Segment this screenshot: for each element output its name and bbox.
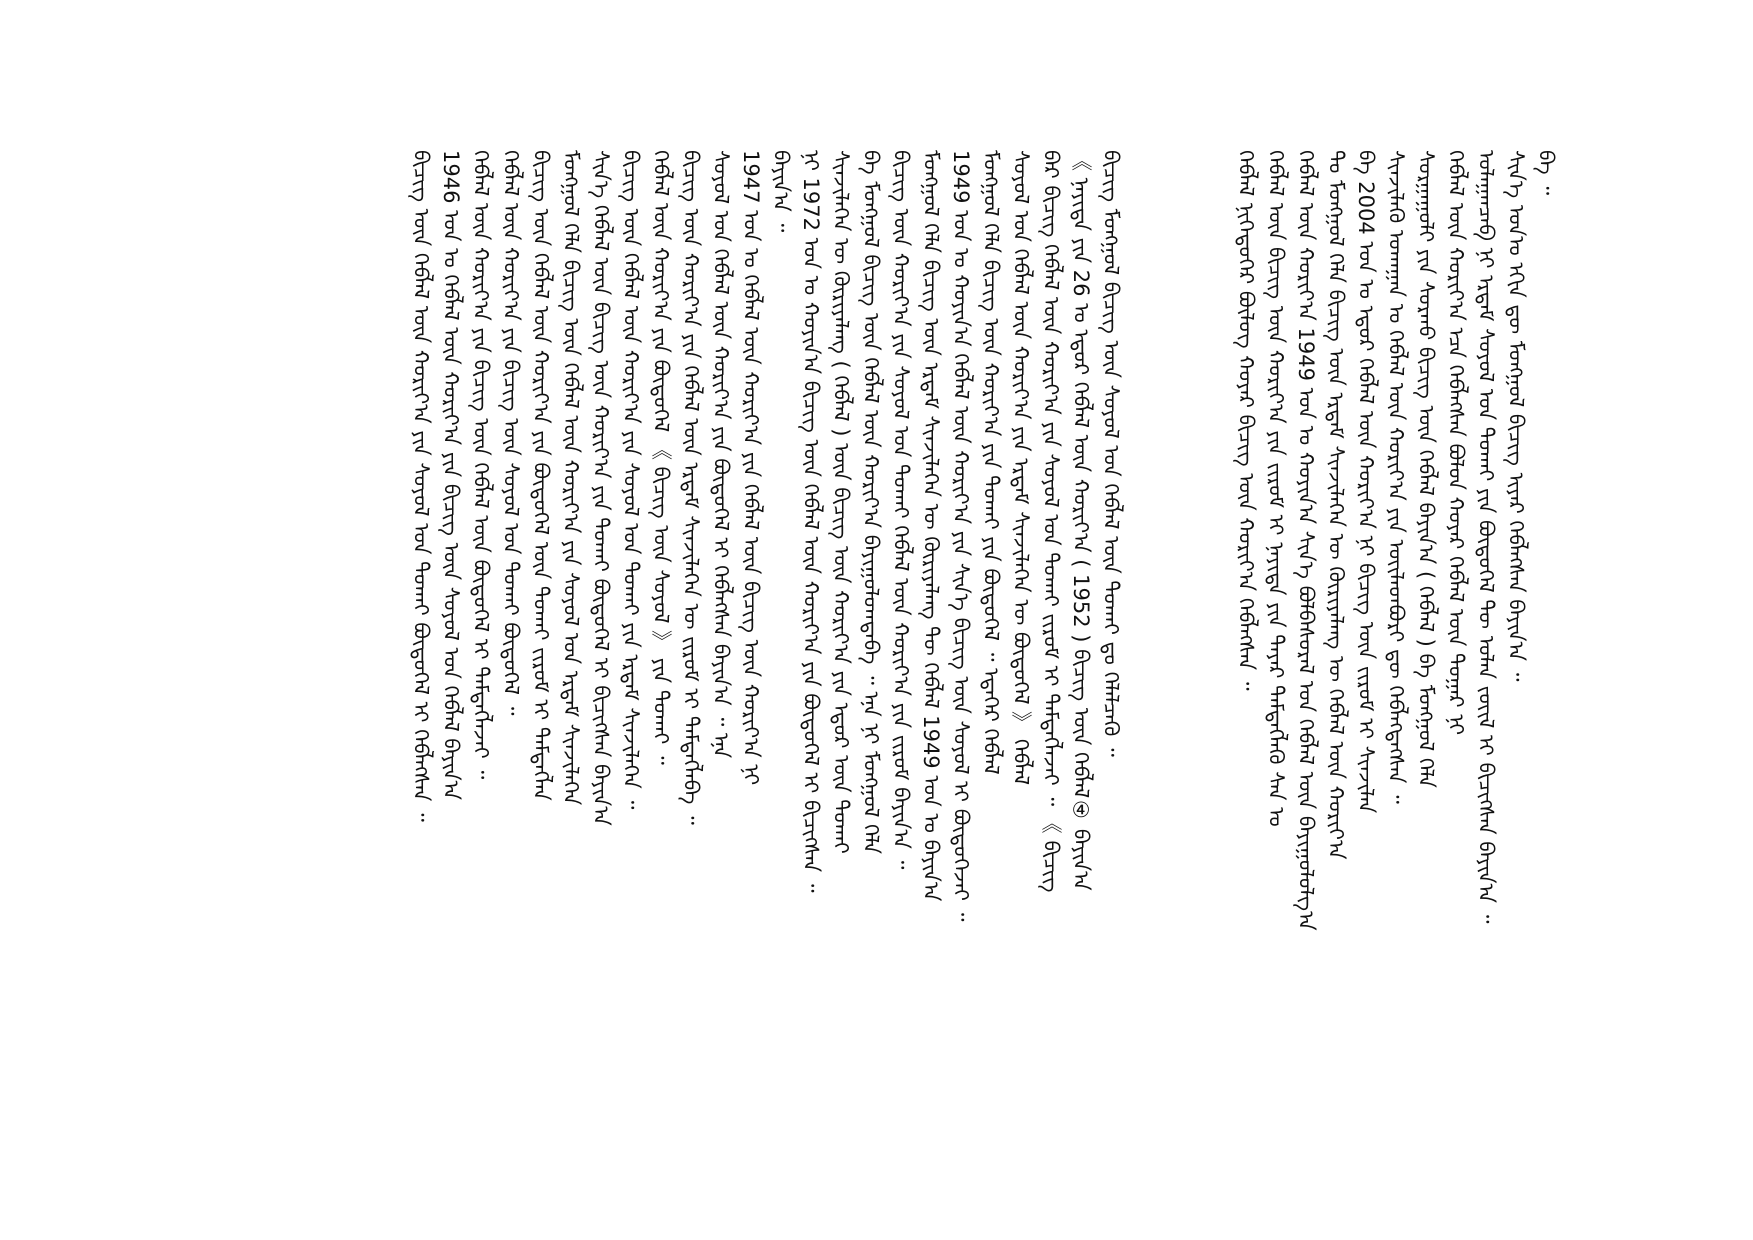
text-column: ᠬᠡᠪᠯᠡᠯ ᠦᠨ ᠬᠣᠷᠢᠶ᠎ᠠ 1949 ᠣᠨ ᠤ ᠬᠣᠶᠢᠨ᠎ᠠ ᠰᠢᠨ᠎ᠡ ᠪᠣᠯᠪᠠᠰᠤᠷᠠᠯ ᠤᠨ ᠬᠡᠪᠯᠡᠯ ᠦᠨ ᠪᠠᠶᠢᠭᠤᠯᠤᠯᠭ᠎ᠠ — [1294, 150, 1318, 931]
text-column: ᠬᠡᠪᠯᠡᠯ ᠦᠨ ᠬᠣᠷᠢᠶ᠎ᠠ ᠶᠢᠨ ᠪᠦᠲᠦᠭᠡᠯ 《 ᠪᠢᠴᠢᠭ ᠦᠨ ᠰᠣᠶᠣᠯ 》 ᠶᠢᠨ ᠲᠤᠬᠠᠢ ᠃ — [649, 150, 673, 765]
text-column: ᠬᠡᠪᠯᠡᠯ ᠦᠨ ᠬᠣᠷᠢᠶ᠎ᠠ ᠡᠴᠡ ᠬᠡᠪᠯᠡᠭᠰᠡᠨ ᠪᠣᠯᠤᠨ ᠬᠣᠶᠠᠷ ᠬᠡᠪᠯᠡᠯ ᠦᠨ ᠳᠤᠭᠠᠷ ᠨᠢ — [1444, 150, 1468, 736]
text-column: ᠪᠢᠴᠢᠭ ᠮᠣᠩᠭᠤᠯ ᠪᠢᠴᠢᠭ ᠦᠨ ᠰᠣᠶᠣᠯ ᠤᠨ ᠬᠡᠪᠯᠡᠯ ᠦᠨ ᠲᠤᠬᠠᠢ ᠳᠤ ᠬᠡᠯᠡᠯᠴᠡᠬᠦ ᠃ — [1099, 150, 1123, 757]
text-column: ᠬᠡᠪᠯᠡᠯ ᠨᠢᠭᠡᠳᠦᠭᠡᠷ ᠪᠦᠯᠦᠭ ᠬᠣᠶᠠᠷ ᠪᠢᠴᠢᠭ ᠦᠨ ᠬᠣᠷᠢᠶ᠎ᠠ ᠬᠡᠪᠯᠡᠭᠰᠡᠨ ᠃ — [1234, 150, 1258, 691]
text-column: ᠮᠣᠩᠭᠤᠯ ᠬᠡᠯᠡ ᠪᠢᠴᠢᠭ ᠦᠨ ᠬᠡᠪᠯᠡᠯ ᠦᠨ ᠬᠣᠷᠢᠶ᠎ᠠ ᠶᠢᠨ ᠰᠣᠶᠣᠯ ᠤᠨ ᠡᠷᠳᠡᠮ ᠰᠢᠨᠵᠢᠯᠡᠭᠡᠨ — [559, 150, 583, 806]
text-column: ᠰᠢᠨ᠎ᠡ ᠣᠨ᠎ᠤ ᠡᠬᠢᠨ ᠳᠦ ᠮᠣᠩᠭᠤᠯ ᠪᠢᠴᠢᠭ ᠢᠶᠡᠷ ᠬᠡᠪᠯᠡᠭᠰᠡᠨ ᠪᠠᠶᠢᠨ᠎ᠠ ᠃ — [1504, 150, 1528, 682]
text-column: ᠪᠡᠷ ᠪᠢᠴᠢᠭ ᠬᠡᠪᠯᠡᠯ ᠦᠨ ᠬᠣᠷᠢᠶ᠎ᠠ ᠶᠢᠨ ᠰᠣᠶᠣᠯ ᠤᠨ ᠲᠤᠬᠠᠢ ᠵᠢᠷᠤᠮ ᠢ ᠲᠡᠮᠳᠡᠭᠯᠡᠵᠡᠢ ᠃ 《 ᠪᠢᠴᠢᠭ — [1039, 150, 1063, 893]
text-column: ᠬᠡᠪᠯᠡᠯ ᠦᠨ ᠪᠢᠴᠢᠭ ᠦᠨ ᠬᠣᠷᠢᠶ᠎ᠠ ᠶᠢᠨ ᠵᠢᠷᠤᠮ ᠢ ᠨᠡᠶᠢᠲᠡ ᠶᠢᠨ ᠳᠠᠶᠠᠷ ᠲᠡᠮᠳᠡᠭᠯᠡᠬᠦ ᠰᠠᠨ ᠤ — [1264, 150, 1288, 827]
text-column: 1949 ᠣᠨ ᠤ ᠬᠣᠶᠢᠨ᠎ᠠ ᠬᠡᠪᠯᠡᠯ ᠦᠨ ᠬᠣᠷᠢᠶ᠎ᠠ ᠶᠢᠨ ᠰᠢᠨ᠎ᠡ ᠪᠢᠴᠢᠭ ᠦᠨ ᠰᠣᠶᠣᠯ ᠢ ᠪᠦᠲᠦᠭᠡᠵᠡᠢ ᠃ — [949, 150, 973, 922]
text-column: ᠮᠣᠩᠭᠤᠯ ᠬᠡᠯᠡ ᠪᠢᠴᠢᠭ ᠦᠨ ᠬᠣᠷᠢᠶ᠎ᠠ ᠶᠢᠨ ᠲᠤᠬᠠᠢ ᠶᠢᠨ ᠪᠦᠲᠦᠭᠡᠯ ᠃ ᠡᠳᠡᠭᠡᠷ ᠬᠡᠪᠯᠡᠯ — [979, 150, 1003, 775]
text-column: ᠪᠢᠴᠢᠭ ᠦᠨ ᠬᠡᠪᠯᠡᠯ ᠦᠨ ᠬᠣᠷᠢᠶ᠎ᠠ ᠶᠢᠨ ᠰᠣᠶᠣᠯ ᠤᠨ ᠲᠤᠬᠠᠢ ᠪᠦᠲᠦᠭᠡᠯ ᠢ ᠬᠡᠪᠯᠡᠭᠰᠡᠨ ᠃ — [409, 150, 433, 822]
text-column: ᠰᠣᠶᠣᠯ ᠤᠨ ᠬᠡᠪᠯᠡᠯ ᠦᠨ ᠬᠣᠷᠢᠶ᠎ᠠ ᠶᠢᠨ ᠪᠦᠲᠦᠭᠡᠯ ᠢ ᠬᠡᠪᠯᠡᠭᠰᠡᠨ ᠪᠠᠶᠢᠨ᠎ᠠ ᠃ ᠡᠨᠡ — [709, 150, 733, 759]
text-column: ᠰᠤᠷᠭᠠᠭᠤᠯᠢ ᠶᠢᠨ ᠰᠤᠷᠬᠤ ᠪᠢᠴᠢᠭ ᠦᠨ ᠬᠡᠪᠯᠡᠯ ᠪᠠᠶᠢᠨ᠎ᠠ ( ᠬᠡᠪᠯᠡᠯ ) ᠪᠠ ᠮᠣᠩᠭᠤᠯ ᠬᠡᠯᠡ — [1414, 150, 1438, 788]
text-column: ᠰᠢᠨᠵᠢᠯᠡᠬᠦ ᠤᠬᠠᠭᠠᠨ ᠤ ᠬᠡᠪᠯᠡᠯ ᠦᠨ ᠬᠣᠷᠢᠶ᠎ᠠ ᠶᠢᠨ ᠦᠢᠯᠡᠳᠪᠦᠷᠢ ᠳᠦ ᠬᠡᠪᠯᠡᠭᠳᠡᠭᠰᠡᠨ ᠃ — [1384, 150, 1408, 804]
text-column: ᠬᠡᠪᠯᠡᠯ ᠦᠨ ᠬᠣᠷᠢᠶ᠎ᠠ ᠶᠢᠨ ᠪᠢᠴᠢᠭ ᠦᠨ ᠰᠣᠶᠣᠯ ᠤᠨ ᠲᠤᠬᠠᠢ ᠪᠦᠲᠦᠭᠡᠯ ᠃ — [499, 150, 523, 716]
text-column: ᠪᠢᠴᠢᠭ ᠦᠨ ᠬᠡᠪᠯᠡᠯ ᠦᠨ ᠬᠣᠷᠢᠶ᠎ᠠ ᠶᠢᠨ ᠪᠦᠲᠦᠭᠡᠯ ᠦᠨ ᠲᠤᠬᠠᠢ ᠵᠢᠷᠤᠮ ᠢ ᠲᠡᠮᠳᠡᠭᠯᠡᠨ — [529, 150, 553, 801]
text-column: ᠪᠠ 2004 ᠣᠨ ᠤ ᠡᠳᠦᠷ ᠬᠡᠪᠯᠡᠯ ᠦᠨ ᠬᠣᠷᠢᠶ᠎ᠠ ᠨᠢ ᠪᠢᠴᠢᠭ ᠦᠨ ᠵᠢᠷᠤᠮ ᠢ ᠰᠢᠨᠵᠢᠯᠡᠨ — [1354, 150, 1378, 814]
text-column: ᠮᠣᠩᠭᠤᠯ ᠬᠡᠯᠡ ᠪᠢᠴᠢᠭ ᠦᠨ ᠡᠷᠳᠡᠮ ᠰᠢᠨᠵᠢᠯᠡᠭᠡᠨ ᠦ ᠬᠦᠷᠢᠶᠡᠯᠡᠩ ᠲᠦ ᠬᠡᠪᠯᠡᠯ 1949 ᠣᠨ ᠤ ᠪᠠᠶᠢᠨ᠎ᠠ — [919, 150, 943, 902]
text-column: ᠤᠯᠠᠭᠠᠨᠴᠠᠪ ᠨᠢ ᠡᠷᠳᠡᠮ ᠰᠣᠶᠣᠯ ᠤᠨ ᠲᠤᠬᠠᠢ ᠶᠢᠨ ᠪᠦᠲᠦᠭᠡᠯ ᠲᠦ ᠣᠯᠠᠨ ᠵᠦᠢᠯ ᠢ ᠪᠢᠴᠢᠭᠰᠡᠨ ᠪᠠᠶᠢᠨ᠎ᠠ ᠃ — [1474, 150, 1498, 924]
text-column: ᠨᠢ 1972 ᠣᠨ ᠤ ᠬᠣᠶᠢᠨ᠎ᠠ ᠪᠢᠴᠢᠭ ᠦᠨ ᠬᠡᠪᠯᠡᠯ ᠦᠨ ᠬᠣᠷᠢᠶ᠎ᠠ ᠶᠢᠨ ᠪᠦᠲᠦᠭᠡᠯ ᠢ ᠪᠢᠴᠢᠭᠰᠡᠨ ᠃ — [799, 150, 823, 893]
text-column: ᠪᠠᠶᠢᠨ᠎ᠠ ᠃ — [769, 150, 793, 233]
text-column: ᠪᠢᠴᠢᠭ ᠦᠨ ᠬᠡᠪᠯᠡᠯ ᠦᠨ ᠬᠣᠷᠢᠶ᠎ᠠ ᠶᠢᠨ ᠰᠣᠶᠣᠯ ᠤᠨ ᠲᠤᠬᠠᠢ ᠶᠢᠨ ᠡᠷᠳᠡᠮ ᠰᠢᠨᠵᠢᠯᠡᠭᠡᠨ ᠃ — [619, 150, 643, 810]
text-column: ᠰᠣᠶᠣᠯ ᠤᠨ ᠬᠡᠪᠯᠡᠯ ᠦᠨ ᠬᠣᠷᠢᠶ᠎ᠠ ᠶᠢᠨ ᠡᠷᠳᠡᠮ ᠰᠢᠨᠵᠢᠯᠡᠭᠡᠨ ᠦ ᠪᠦᠲᠦᠭᠡᠯ 》 ᠬᠡᠪᠯᠡᠯ — [1009, 150, 1033, 786]
text-column: ᠰᠢᠨ᠎ᠡ ᠬᠡᠪᠯᠡᠯ ᠦᠨ ᠪᠢᠴᠢᠭ ᠦᠨ ᠬᠣᠷᠢᠶ᠎ᠠ ᠶᠢᠨ ᠲᠤᠬᠠᠢ ᠪᠦᠲᠦᠭᠡᠯ ᠢ ᠪᠢᠴᠢᠭᠰᠡᠨ ᠪᠠᠶᠢᠨ᠎ᠠ — [589, 150, 613, 826]
text-column: ᠪᠢᠴᠢᠭ ᠦᠨ ᠬᠣᠷᠢᠶ᠎ᠠ ᠶᠢᠨ ᠰᠣᠶᠣᠯ ᠤᠨ ᠲᠤᠬᠠᠢ ᠬᠡᠪᠯᠡᠯ ᠦᠨ ᠬᠣᠷᠢᠶ᠎ᠠ ᠶᠢᠨ ᠵᠢᠷᠤᠮ ᠪᠠᠶᠢᠨ᠎ᠠ ᠃ — [889, 150, 913, 870]
text-column: ᠪᠡ ᠃ — [1534, 150, 1558, 196]
text-column: ᠬᠡᠪᠯᠡᠯ ᠦᠨ ᠬᠣᠷᠢᠶ᠎ᠠ ᠶᠢᠨ ᠪᠢᠴᠢᠭ ᠦᠨ ᠬᠡᠪᠯᠡᠯ ᠦᠨ ᠪᠦᠲᠦᠭᠡᠯ ᠢ ᠲᠡᠮᠳᠡᠭᠯᠡᠵᠡᠢ ᠃ — [469, 150, 493, 780]
text-column: 《 ᠨᠡᠶᠢᠲᠡ ᠶᠢᠨ 26 ᠤ ᠡᠳᠦᠷ ᠬᠡᠪᠯᠡᠯ ᠦᠨ ᠬᠣᠷᠢᠶ᠎ᠠ ( 1952 ) ᠪᠢᠴᠢᠭ ᠦᠨ ᠬᠡᠪᠯᠡᠯ④ ᠪᠠᠶᠢᠨ᠎ᠠ — [1069, 150, 1093, 891]
text-column: ᠰᠢᠨᠵᠢᠯᠡᠭᠡᠨ ᠦ ᠬᠦᠷᠢᠶᠡᠯᠡᠩ ( ᠬᠡᠪᠯᠡᠯ ) ᠦᠨ ᠪᠢᠴᠢᠭ ᠦᠨ ᠬᠣᠷᠢᠶ᠎ᠠ ᠶᠢᠨ ᠡᠳᠦᠷ ᠦᠨ ᠲᠤᠬᠠᠢ — [829, 150, 853, 854]
text-column: ᠪᠢᠴᠢᠭ ᠦᠨ ᠬᠣᠷᠢᠶ᠎ᠠ ᠶᠢᠨ ᠬᠡᠪᠯᠡᠯ ᠦᠨ ᠡᠷᠳᠡᠮ ᠰᠢᠨᠵᠢᠯᠡᠭᠡᠨ ᠦ ᠵᠢᠷᠤᠮ ᠢ ᠲᠡᠮᠳᠡᠭᠯᠡᠪᠡ ᠃ — [679, 150, 703, 825]
text-column: 1947 ᠣᠨ ᠤ ᠬᠡᠪᠯᠡᠯ ᠦᠨ ᠬᠣᠷᠢᠶ᠎ᠠ ᠶᠢᠨ ᠬᠡᠪᠯᠡᠯ ᠦᠨ ᠪᠢᠴᠢᠭ ᠦᠨ ᠬᠣᠷᠢᠶ᠎ᠠ ᠨᠢ — [739, 150, 763, 786]
text-column: ᠲᠤ ᠮᠣᠩᠭᠤᠯ ᠬᠡᠯᠡ ᠪᠢᠴᠢᠭ ᠦᠨ ᠡᠷᠳᠡᠮ ᠰᠢᠨᠵᠢᠯᠡᠭᠡᠨ ᠦ ᠬᠦᠷᠢᠶᠡᠯᠡᠩ ᠦ ᠬᠡᠪᠯᠡᠯ ᠦᠨ ᠬᠣᠷᠢᠶ᠎ᠠ — [1324, 150, 1348, 860]
text-column: 1946 ᠣᠨ ᠤ ᠬᠡᠪᠯᠡᠯ ᠦᠨ ᠬᠣᠷᠢᠶ᠎ᠠ ᠶᠢᠨ ᠪᠢᠴᠢᠭ ᠦᠨ ᠰᠣᠶᠣᠯ ᠤᠨ ᠬᠡᠪᠯᠡᠯ ᠪᠠᠶᠢᠨ᠎ᠠ — [439, 150, 463, 801]
text-column: ᠪᠠ ᠮᠣᠩᠭᠤᠯ ᠪᠢᠴᠢᠭ ᠦᠨ ᠬᠡᠪᠯᠡᠯ ᠦᠨ ᠬᠣᠷᠢᠶ᠎ᠠ ᠪᠠᠶᠢᠭᠤᠯᠤᠭᠳᠠᠪᠠ ᠃ ᠡᠨᠡ ᠨᠢ ᠮᠣᠩᠭᠤᠯ ᠬᠡᠯᠡ — [859, 150, 883, 854]
